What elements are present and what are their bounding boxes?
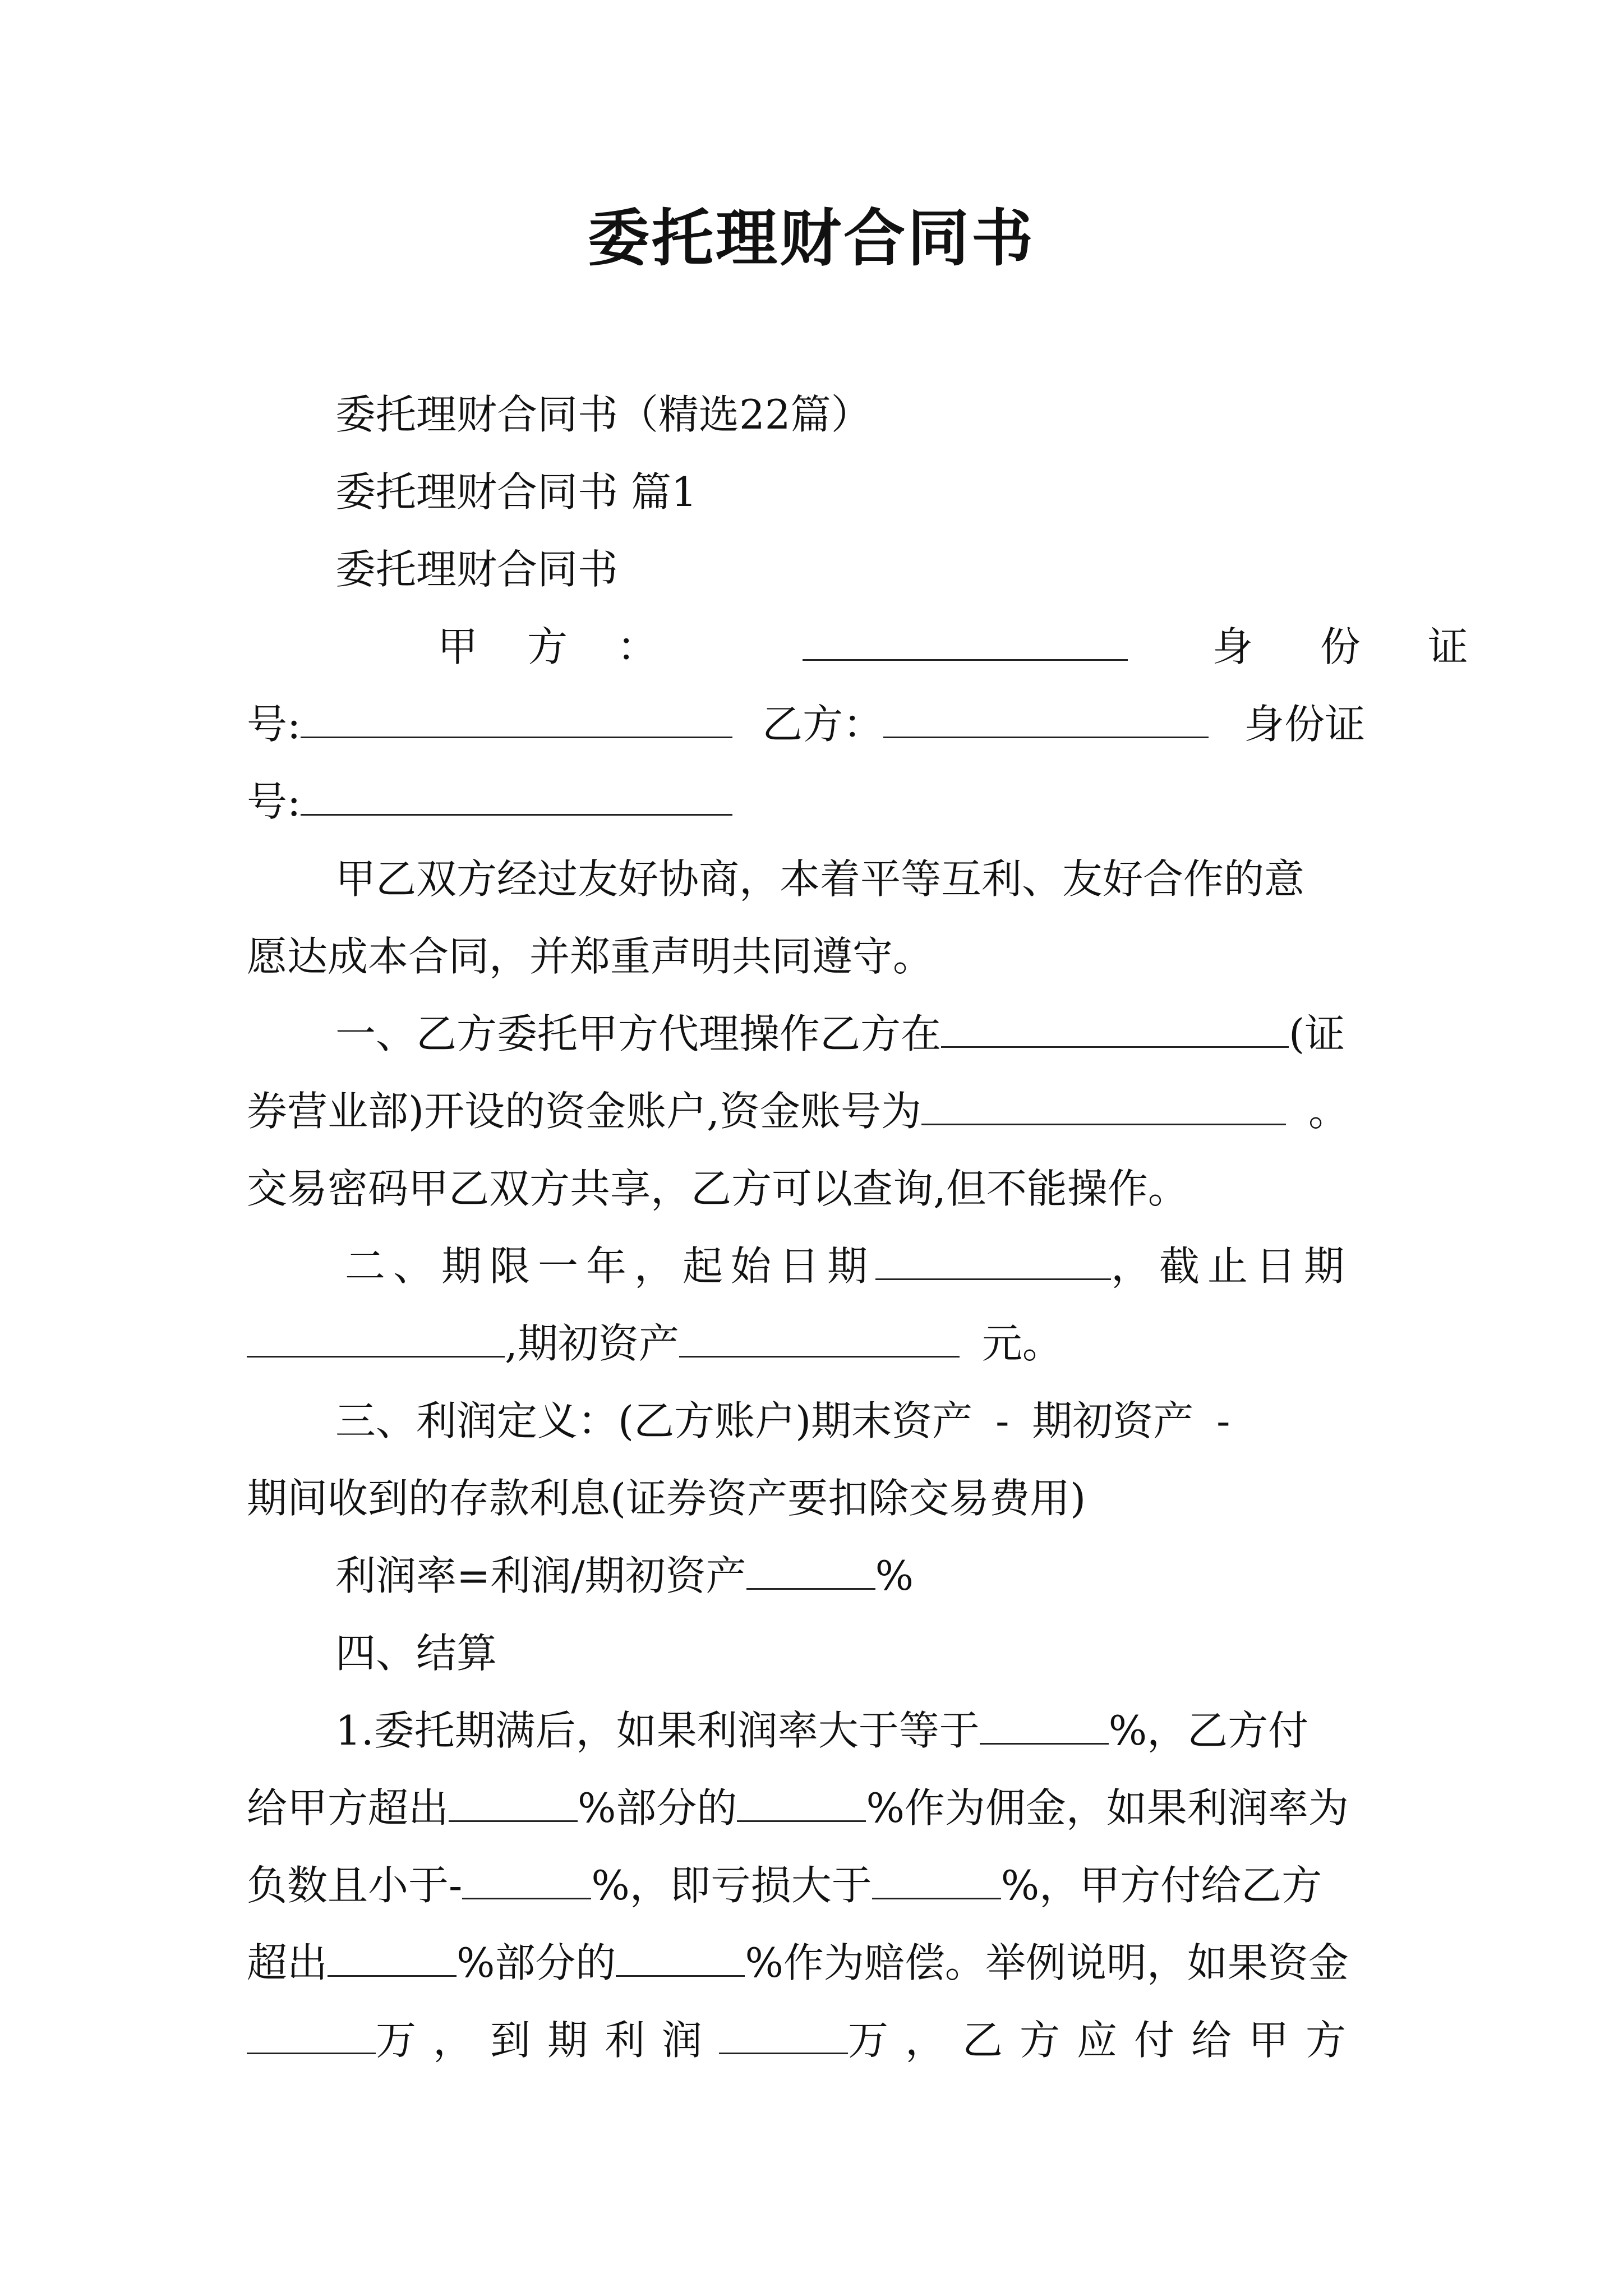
id-label-1-cont: 号: xyxy=(247,701,301,748)
intro-line-1: 甲乙双方经过友好协商，本着平等互利、友好合作的意 xyxy=(335,855,1305,903)
initial-assets-blank xyxy=(679,1322,960,1358)
capital-amount-blank xyxy=(247,2019,376,2054)
parties-line-3 xyxy=(247,763,1381,840)
party-a-label: 甲方： xyxy=(437,623,707,670)
party-a-blank xyxy=(803,625,1128,661)
clause2-text-a: 二、期限一年，起始日期 xyxy=(345,1243,876,1290)
clause4-text-3a: 负数且小于- xyxy=(247,1862,463,1909)
account-number-blank xyxy=(921,1090,1286,1125)
compensation-rate-blank xyxy=(616,1941,745,1977)
clause4-text-1b: %，乙方付 xyxy=(1108,1707,1309,1754)
parties-line-2 xyxy=(247,685,1381,763)
document-title: 委托理财合同书 xyxy=(588,202,1035,274)
end-date-blank xyxy=(247,1322,505,1358)
start-date-blank xyxy=(875,1245,1111,1280)
compensation-excess-blank xyxy=(328,1941,457,1977)
clause1-line-2 xyxy=(247,1073,1381,1150)
securities-branch-blank xyxy=(941,1013,1289,1048)
id-label-2-cont: 号: xyxy=(247,778,301,825)
clause4-text-1a: 1.委托期满后，如果利润率大于等于 xyxy=(335,1707,980,1754)
party-a-id-blank xyxy=(301,703,732,738)
clause1-text-b: (证 xyxy=(1289,1010,1345,1057)
part-heading: 委托理财合同书 篇1 xyxy=(335,468,697,516)
id-label-2: 身份证 xyxy=(1244,701,1366,748)
threshold-rate-blank xyxy=(980,1709,1109,1745)
clause4-text-3b: %，即亏损大于 xyxy=(591,1862,872,1909)
clause4-text-4a: 超出 xyxy=(247,1939,328,1986)
negative-rate-blank xyxy=(462,1864,591,1899)
clause2-text-d: 元。 xyxy=(981,1320,1063,1367)
profit-amount-blank xyxy=(719,2019,848,2054)
clause4-line-1 xyxy=(247,1692,1381,1769)
intro-line-2: 愿达成本合同，并郑重声明共同遵守。 xyxy=(247,933,934,980)
clause3-line-2: 期间收到的存款利息(证券资产要扣除交易费用) xyxy=(247,1475,1086,1522)
party-b-label: 乙方： xyxy=(762,701,884,748)
profit-rate-text: 利润率=利润/期初资产 xyxy=(335,1552,746,1599)
clause1-text-c: 券营业部)开设的资金账户,资金账号为 xyxy=(247,1088,921,1135)
clause4-heading: 四、结算 xyxy=(335,1630,497,1677)
collection-heading: 委托理财合同书（精选22篇） xyxy=(335,391,872,438)
clause1-line-1 xyxy=(247,995,1381,1073)
clause4-text-4b: %部分的 xyxy=(457,1939,616,1986)
commission-rate-blank xyxy=(737,1787,866,1822)
clause4-text-2a: 给甲方超出 xyxy=(247,1784,449,1832)
clause2-line-2 xyxy=(247,1305,1381,1382)
clause4-text-4c: %作为赔偿。举例说明，如果资金 xyxy=(745,1939,1349,1986)
clause1-text-d: 。 xyxy=(1308,1088,1349,1135)
clause4-text-2c: %作为佣金，如果利润率为 xyxy=(866,1784,1349,1832)
loss-rate-blank xyxy=(872,1864,1001,1899)
clause1-text-a: 一、乙方委托甲方代理操作乙方在 xyxy=(335,1010,942,1057)
clause4-line-5 xyxy=(247,2001,1381,2079)
document-body xyxy=(247,376,1536,2079)
party-b-blank xyxy=(883,703,1209,738)
clause4-line-4 xyxy=(247,1924,1381,2001)
clause4-text-2b: %部分的 xyxy=(578,1784,737,1832)
profit-rate-unit: % xyxy=(875,1552,914,1599)
clause2-text-b: ，截止日期 xyxy=(1111,1243,1353,1290)
clause2-text-c: ,期初资产 xyxy=(505,1320,679,1367)
doc-heading: 委托理财合同书 xyxy=(335,546,619,593)
party-b-id-blank xyxy=(301,780,732,816)
parties-line-1 xyxy=(247,608,1536,685)
clause4-text-3c: %，甲方付给乙方 xyxy=(1000,1862,1322,1909)
clause4-text-5b: 万，乙方应付给甲方 xyxy=(848,2017,1363,2064)
clause4-line-3 xyxy=(247,1847,1381,1924)
profit-rate-line xyxy=(247,1537,1381,1614)
clause2-line-1 xyxy=(247,1227,1381,1305)
clause4-text-5a: 万，到期利润 xyxy=(376,2017,720,2064)
id-label-1: 身份证 xyxy=(1212,623,1536,670)
clause3-line-1: 三、利润定义：(乙方账户)期末资产 - 期初资产 - xyxy=(335,1397,1230,1444)
profit-rate-blank xyxy=(746,1554,875,1590)
clause4-line-2 xyxy=(247,1769,1381,1847)
excess-rate-blank xyxy=(449,1787,578,1822)
clause1-line-3: 交易密码甲乙双方共享，乙方可以查询,但不能操作。 xyxy=(247,1165,1188,1212)
